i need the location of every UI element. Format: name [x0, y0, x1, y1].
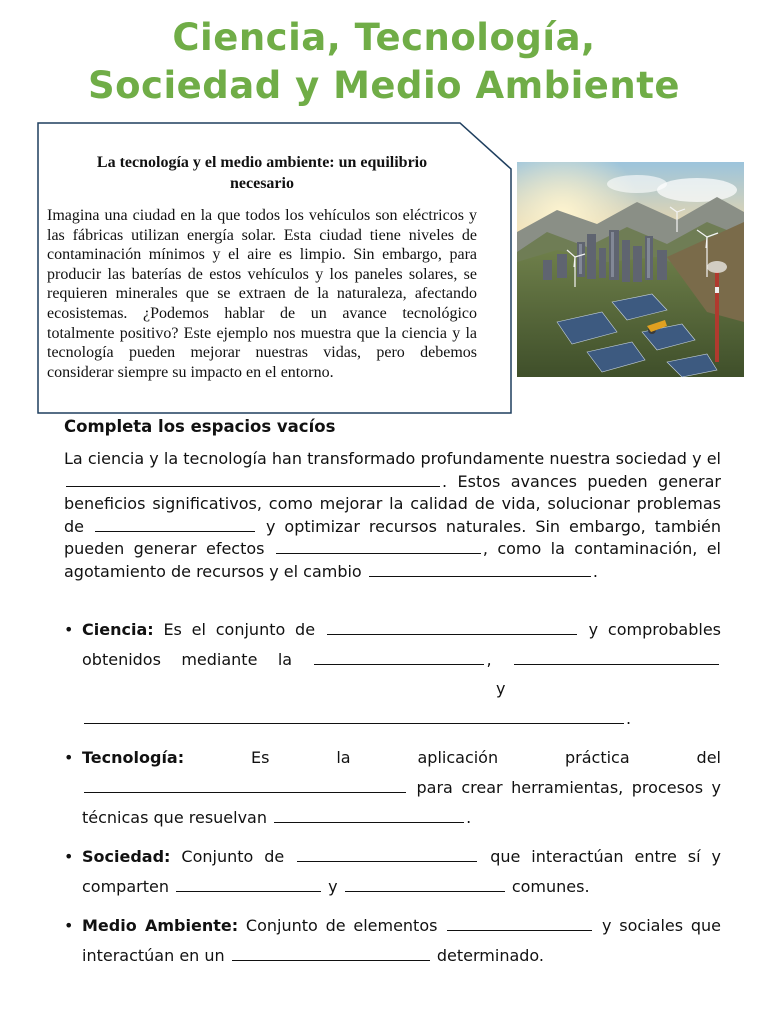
definition-text: y comprobables obtenidos mediante la	[82, 620, 721, 669]
city-solar-illustration	[517, 162, 744, 377]
bullet-symbol: •	[64, 916, 74, 936]
para-text-2: . Estos avances pueden generar beneficios significativos, como mejorar la calidad de vida, solucionar problemas de	[64, 471, 721, 536]
para-text-1: La ciencia y la tecnología han transformado profundamente nuestra sociedad y el	[64, 449, 721, 468]
definition-text: Es la aplicación práctica del	[251, 748, 721, 768]
blank-field[interactable]	[84, 777, 406, 793]
blank-field[interactable]	[176, 876, 321, 892]
blank-field[interactable]	[274, 807, 464, 823]
list-item-ciencia	[64, 615, 721, 733]
blank-field[interactable]	[369, 561, 591, 577]
reading-callout	[37, 122, 513, 415]
blank-field[interactable]	[66, 471, 440, 487]
term-label: Ciencia:	[82, 620, 154, 639]
list-item-medio-ambiente	[64, 911, 721, 970]
callout-heading: La tecnología y el medio ambiente: un equilibrio necesario	[96, 154, 428, 192]
page-title	[0, 14, 768, 110]
blank-field[interactable]	[314, 649, 484, 665]
blank-field[interactable]	[276, 538, 481, 554]
bullet-symbol: •	[64, 620, 74, 639]
bullet-symbol: •	[64, 748, 74, 768]
blank-field[interactable]	[95, 516, 255, 532]
title-line-1: Ciencia, Tecnología,	[172, 16, 596, 59]
definition-text: que interactúan entre sí y comparten	[82, 847, 721, 896]
definition-text: Es el conjunto de	[163, 620, 316, 639]
para-text-5: .	[592, 561, 598, 581]
definition-text: y sociales que interactúan en un	[82, 916, 721, 965]
term-label: Tecnología:	[82, 748, 185, 768]
para-text-3: y optimizar recursos naturales. Sin embargo, también pueden generar efectos	[64, 516, 721, 559]
definition-text: determinado.	[436, 945, 545, 965]
definition-text: Conjunto de elementos	[245, 916, 438, 936]
term-label: Sociedad:	[82, 847, 171, 867]
bullet-symbol: •	[64, 847, 74, 867]
definition-text: .	[466, 807, 472, 827]
blank-field[interactable]	[327, 619, 577, 635]
definition-text: comunes.	[511, 876, 590, 896]
definition-text: ,	[486, 649, 492, 669]
blank-field[interactable]	[447, 915, 592, 931]
blank-field[interactable]	[297, 846, 477, 862]
title-line-2: Sociedad y Medio Ambiente	[87, 64, 681, 107]
exercise-heading: Completa los espacios vacíos	[64, 417, 336, 436]
list-item-tecnologia	[64, 743, 721, 832]
blank-field[interactable]	[514, 649, 719, 665]
definition-text: para crear herramientas, procesos y técnicas que resuelvan	[82, 777, 721, 827]
definition-text: Conjunto de	[181, 847, 285, 867]
definition-text: y	[328, 876, 338, 896]
callout-body: Imagina una ciudad en la que todos los vehículos son eléctricos y las fábricas utilizan energía solar. Esta ciudad tiene niveles de contaminación mínimos y el aire es limpio. Sin embargo, para producir las baterías de estos vehículos y los paneles solares, se requieren minerales que se extraen de la naturaleza, afectando ecosistemas. ¿Podemos hablar de un avance tecnológico totalmente positivo? Este ejemplo nos muestra que la ciencia y la tecnología pueden mejorar nuestras vidas, pero debemos considerar siempre su impacto en el entorno.	[47, 207, 477, 381]
definition-text: .	[626, 708, 632, 728]
definition-text: y	[496, 679, 506, 699]
para-text-4: , como la contaminación, el agotamiento de recursos y el cambio	[64, 539, 721, 581]
blank-field[interactable]	[345, 876, 505, 892]
list-item-sociedad	[64, 842, 721, 901]
definitions-list	[64, 615, 721, 971]
blank-field[interactable]	[232, 945, 430, 961]
blank-field[interactable]	[84, 708, 624, 724]
term-label: Medio Ambiente:	[82, 916, 239, 936]
exercise-paragraph	[64, 448, 721, 584]
